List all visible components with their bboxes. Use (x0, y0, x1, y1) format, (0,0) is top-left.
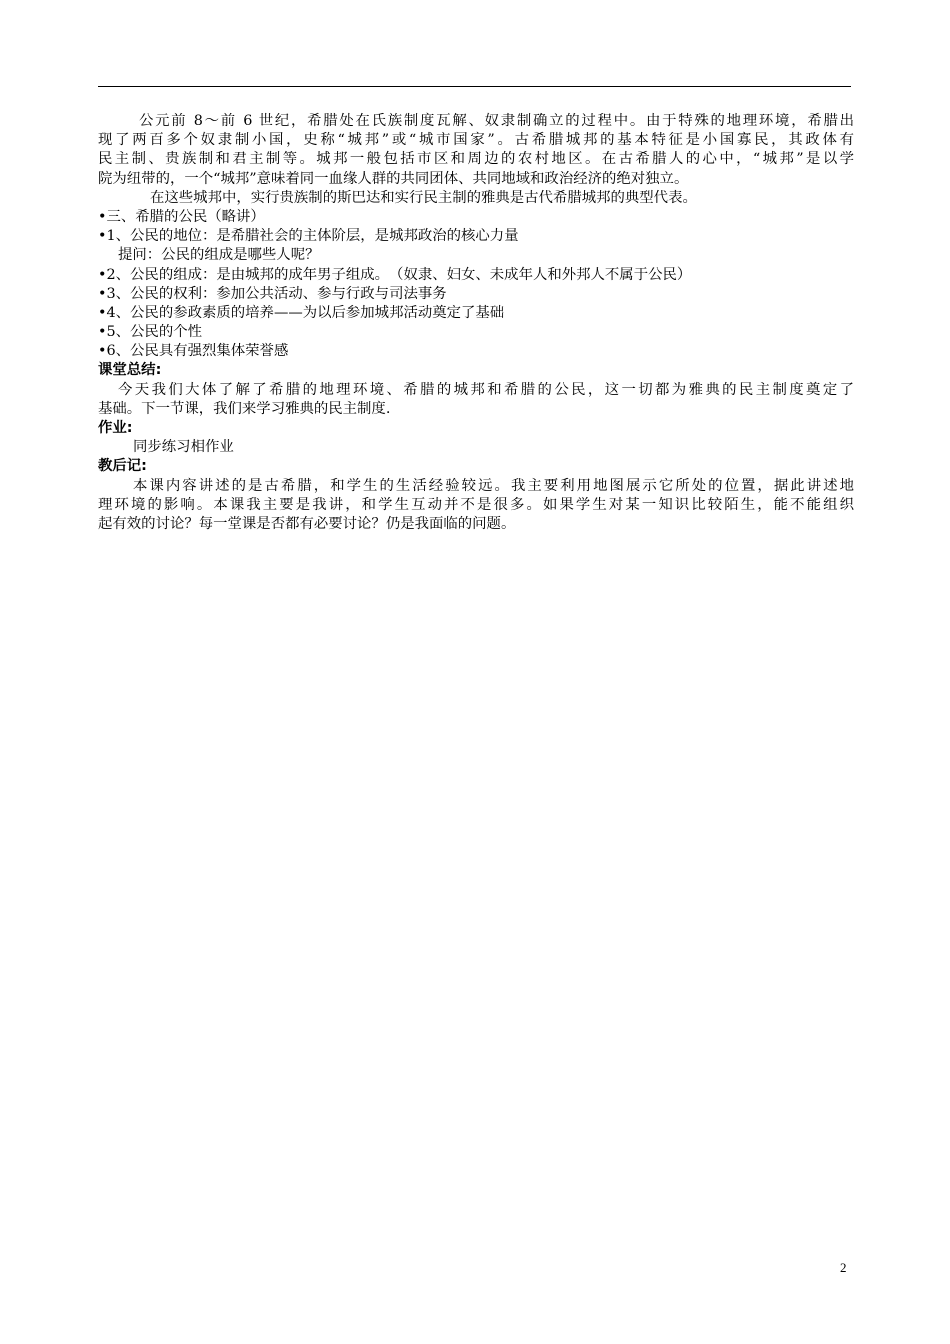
list-item: •1、公民的地位：是希腊社会的主体阶层，是城邦政治的核心力量 (98, 228, 519, 245)
paragraph-line: 今天我们大体了解了希腊的地理环境、希腊的城邦和希腊的公民，这一切都为雅典的民主制度奠定了 (118, 381, 854, 398)
list-item: •3、公民的权利：参加公共活动、参与行政与司法事务 (98, 285, 447, 302)
paragraph-line: 起有效的讨论？每一堂课是否都有必要讨论？仍是我面临的问题。 (98, 515, 516, 532)
document-body (98, 112, 854, 534)
list-item: •2、公民的组成：是由城邦的成年男子组成。 （奴隶、妇女、未成年人和外邦人不属于公民） (98, 266, 692, 283)
section-heading: •三、希腊的公民（略讲） (98, 208, 265, 225)
paragraph-line: 理环境的影响。本课我主要是我讲，和学生互动并不是很多。如果学生对某一知识比较陌生，能不能组织 (98, 496, 854, 513)
summary-heading: 课堂总结: (98, 362, 162, 379)
homework-heading: 作业: (98, 420, 133, 436)
list-item: •5、公民的个性 (98, 324, 202, 341)
list-item: •6、公民具有强烈集体荣誉感 (98, 343, 289, 360)
paragraph-line: 民主制、贵族制和君主制等。城邦一般包括市区和周边的农村地区。在古希腊人的心中，“城邦”是以学 (98, 151, 854, 168)
paragraph-line: 公元前 8～前 6 世纪，希腊处在氏族制度瓦解、奴隶制确立的过程中。由于特殊的地理环境，希腊出 (139, 113, 854, 129)
reflection-heading: 教后记: (98, 458, 147, 475)
header-rule (98, 86, 851, 87)
paragraph-line: 院为纽带的，一个“城邦”意味着同一血缘人群的共同团体、共同地域和政治经济的绝对独立。 (98, 170, 689, 187)
homework-text: 同步练习相作业 (133, 439, 234, 456)
list-item: •4、公民的参政素质的培养——为以后参加城邦活动奠定了基础 (98, 304, 505, 321)
paragraph-line: 基础。下一节课，我们来学习雅典的民主制度. (98, 400, 391, 417)
question-prompt: 提问：公民的组成是哪些人呢？ (118, 247, 320, 264)
page-number: 2 (840, 1260, 847, 1275)
paragraph-line: 在这些城邦中，实行贵族制的斯巴达和实行民主制的雅典是古代希腊城邦的典型代表。 (150, 189, 697, 206)
paragraph-line: 现了两百多个奴隶制小国，史称“城邦”或“城市国家”。古希腊城邦的基本特征是小国寡民，其政体有 (98, 132, 854, 149)
paragraph-line: 本课内容讲述的是古希腊，和学生的生活经验较远。我主要利用地图展示它所处的位置，据此讲述地 (133, 477, 854, 494)
